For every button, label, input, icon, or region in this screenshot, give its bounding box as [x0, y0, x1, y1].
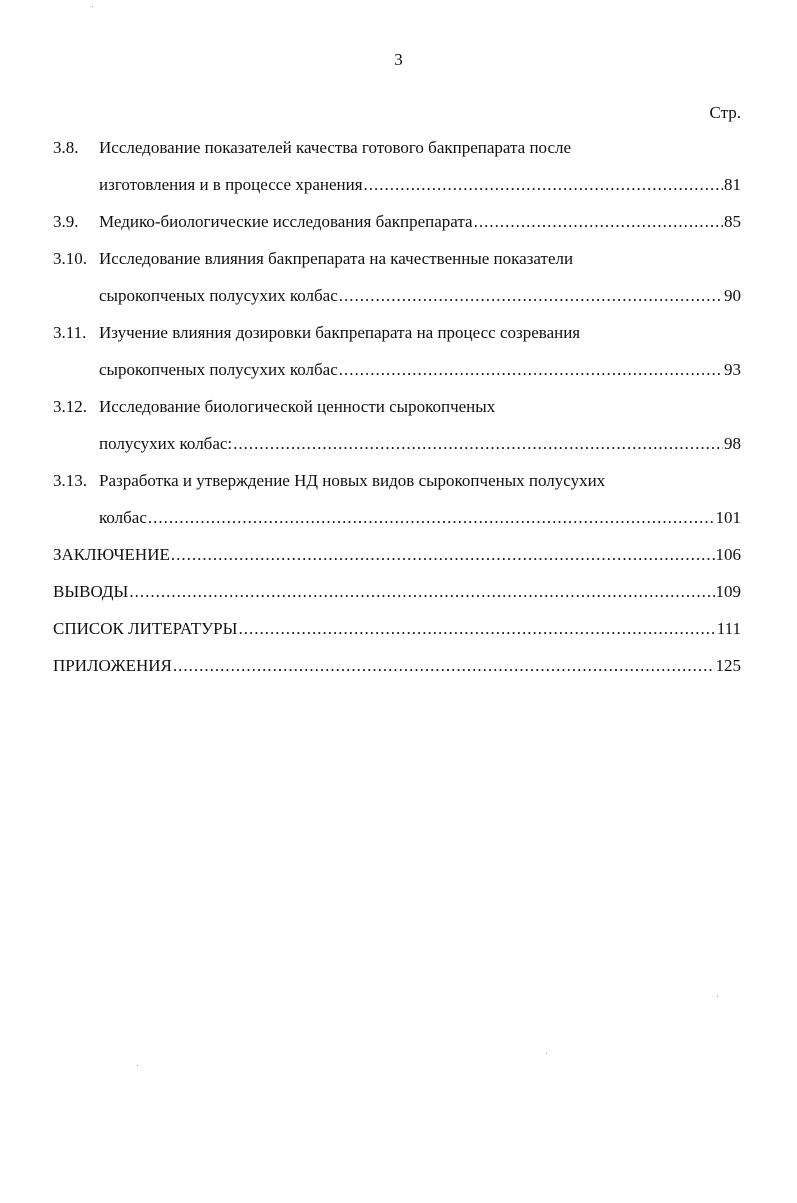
entry-page: 98 — [724, 434, 741, 453]
entry-leader-line — [53, 210, 741, 234]
toc-entry-3-13 — [53, 469, 741, 530]
toc-entry-3-12 — [53, 395, 741, 456]
entry-number: 3.10. — [53, 249, 87, 268]
entry-title-line: Медико-биологические исследования бакпрепарата — [99, 212, 473, 231]
entry-title-line: изготовления и в процессе хранения — [99, 175, 363, 194]
toc-section-conclusion — [53, 543, 741, 567]
entry-title-line: Разработка и утверждение НД новых видов сырокопченых полусухих — [99, 471, 606, 490]
scan-speck — [546, 1053, 547, 1054]
section-title: ВЫВОДЫ — [53, 582, 129, 601]
dot-leader — [364, 173, 723, 197]
entry-number: 3.12. — [53, 397, 87, 416]
page-column-header: Стр. — [709, 103, 741, 122]
entry-leader-line — [53, 432, 741, 456]
entry-leader-line — [53, 543, 741, 567]
dot-leader — [339, 284, 723, 308]
entry-leader-line — [53, 506, 741, 530]
entry-page: 85 — [724, 212, 741, 231]
dot-leader — [148, 506, 715, 530]
entry-title-line: Исследование влияния бакпрепарата на качественные показатели — [99, 249, 574, 268]
entry-number: 3.8. — [53, 138, 79, 157]
dot-leader — [233, 432, 723, 456]
entry-leader-line — [53, 617, 741, 641]
entry-page: 81 — [724, 175, 741, 194]
entry-page: 111 — [716, 619, 741, 638]
dot-leader — [474, 210, 723, 234]
scan-speck — [137, 1065, 138, 1066]
entry-number: 3.13. — [53, 471, 87, 490]
entry-title-line: колбас — [99, 508, 147, 527]
scan-speck — [92, 6, 93, 7]
toc-entry-3-8 — [53, 136, 741, 197]
entry-leader-line — [53, 358, 741, 382]
section-title: ПРИЛОЖЕНИЯ — [53, 656, 172, 675]
entry-leader-line — [53, 654, 741, 678]
entry-leader-line — [53, 580, 741, 604]
toc-entry-3-10 — [53, 247, 741, 308]
toc-section-findings — [53, 580, 741, 604]
entry-title-line: сырокопченых полусухих колбас — [99, 286, 338, 305]
section-title: ЗАКЛЮЧЕНИЕ — [53, 545, 170, 564]
entry-page: 90 — [724, 286, 741, 305]
entry-title-line: полусухих колбас: — [99, 434, 233, 453]
entry-title-line: Исследование биологической ценности сырокопченых — [99, 397, 496, 416]
section-title: СПИСОК ЛИТЕРАТУРЫ — [53, 619, 238, 638]
dot-leader — [173, 654, 715, 678]
toc-section-appendices — [53, 654, 741, 678]
entry-page: 93 — [724, 360, 741, 379]
page-number: 3 — [394, 50, 403, 69]
scan-speck — [717, 996, 718, 997]
entry-number: 3.11. — [53, 323, 87, 342]
dot-leader — [129, 580, 714, 604]
entry-page: 106 — [715, 545, 741, 564]
entry-title-line: Исследование показателей качества готового бакпрепарата после — [99, 138, 572, 157]
table-of-contents — [53, 136, 741, 678]
dot-leader — [339, 358, 723, 382]
toc-entry-3-9 — [53, 210, 741, 234]
toc-section-references — [53, 617, 741, 641]
toc-entry-3-11 — [53, 321, 741, 382]
entry-page: 109 — [715, 582, 741, 601]
entry-title-line: сырокопченых полусухих колбас — [99, 360, 338, 379]
entry-leader-line — [53, 284, 741, 308]
entry-title-line: Изучение влияния дозировки бакпрепарата на процесс созревания — [99, 323, 581, 342]
entry-leader-line — [53, 173, 741, 197]
dot-leader — [238, 617, 715, 641]
entry-page: 125 — [715, 656, 741, 675]
dot-leader — [171, 543, 715, 567]
entry-page: 101 — [715, 508, 741, 527]
entry-number: 3.9. — [53, 212, 79, 231]
